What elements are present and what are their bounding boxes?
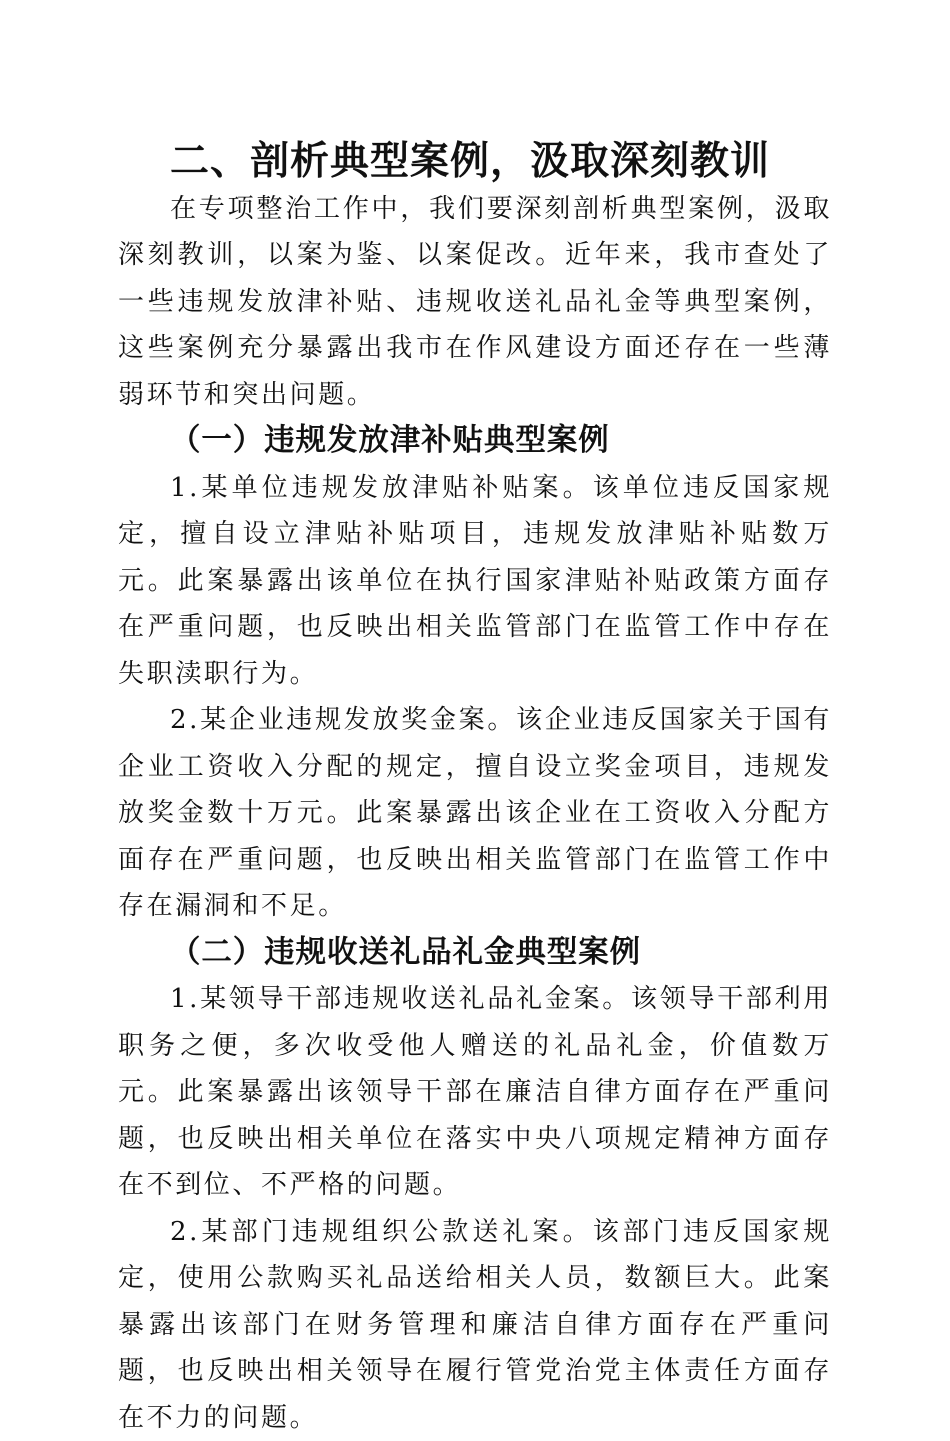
case-paragraph: 2.某部门违规组织公款送礼案。该部门违反国家规定，使用公款购买礼品送给相关人员，数额巨大。此案暴露出该部门在财务管理和廉洁自律方面存在严重问题，也反映出相关领导在履行管党治党主体责任方面存在不力的问题。	[118, 1209, 832, 1441]
document-body	[118, 139, 832, 1441]
subsection-title-gifts: （二）违规收送礼品礼金典型案例	[118, 930, 832, 977]
case-paragraph: 1.某单位违规发放津贴补贴案。该单位违反国家规定，擅自设立津贴补贴项目，违规发放津贴补贴数万元。此案暴露出该单位在执行国家津贴补贴政策方面存在严重问题，也反映出相关监管部门在监管工作中存在失职渎职行为。	[118, 465, 832, 698]
intro-paragraph: 在专项整治工作中，我们要深刻剖析典型案例，汲取深刻教训，以案为鉴、以案促改。近年来，我市查处了一些违规发放津补贴、违规收送礼品礼金等典型案例，这些案例充分暴露出我市在作风建设方面还存在一些薄弱环节和突出问题。	[118, 186, 832, 419]
section-title: 二、剖析典型案例，汲取深刻教训	[118, 139, 832, 186]
case-paragraph: 2.某企业违规发放奖金案。该企业违反国家关于国有企业工资收入分配的规定，擅自设立奖金项目，违规发放奖金数十万元。此案暴露出该企业在工资收入分配方面存在严重问题，也反映出相关监管部门在监管工作中存在漏洞和不足。	[118, 697, 832, 930]
subsection-title-allowances: （一）违规发放津补贴典型案例	[118, 418, 832, 465]
case-paragraph: 1.某领导干部违规收送礼品礼金案。该领导干部利用职务之便，多次收受他人赠送的礼品礼金，价值数万元。此案暴露出该领导干部在廉洁自律方面存在严重问题，也反映出相关单位在落实中央八项规定精神方面存在不到位、不严格的问题。	[118, 976, 832, 1209]
